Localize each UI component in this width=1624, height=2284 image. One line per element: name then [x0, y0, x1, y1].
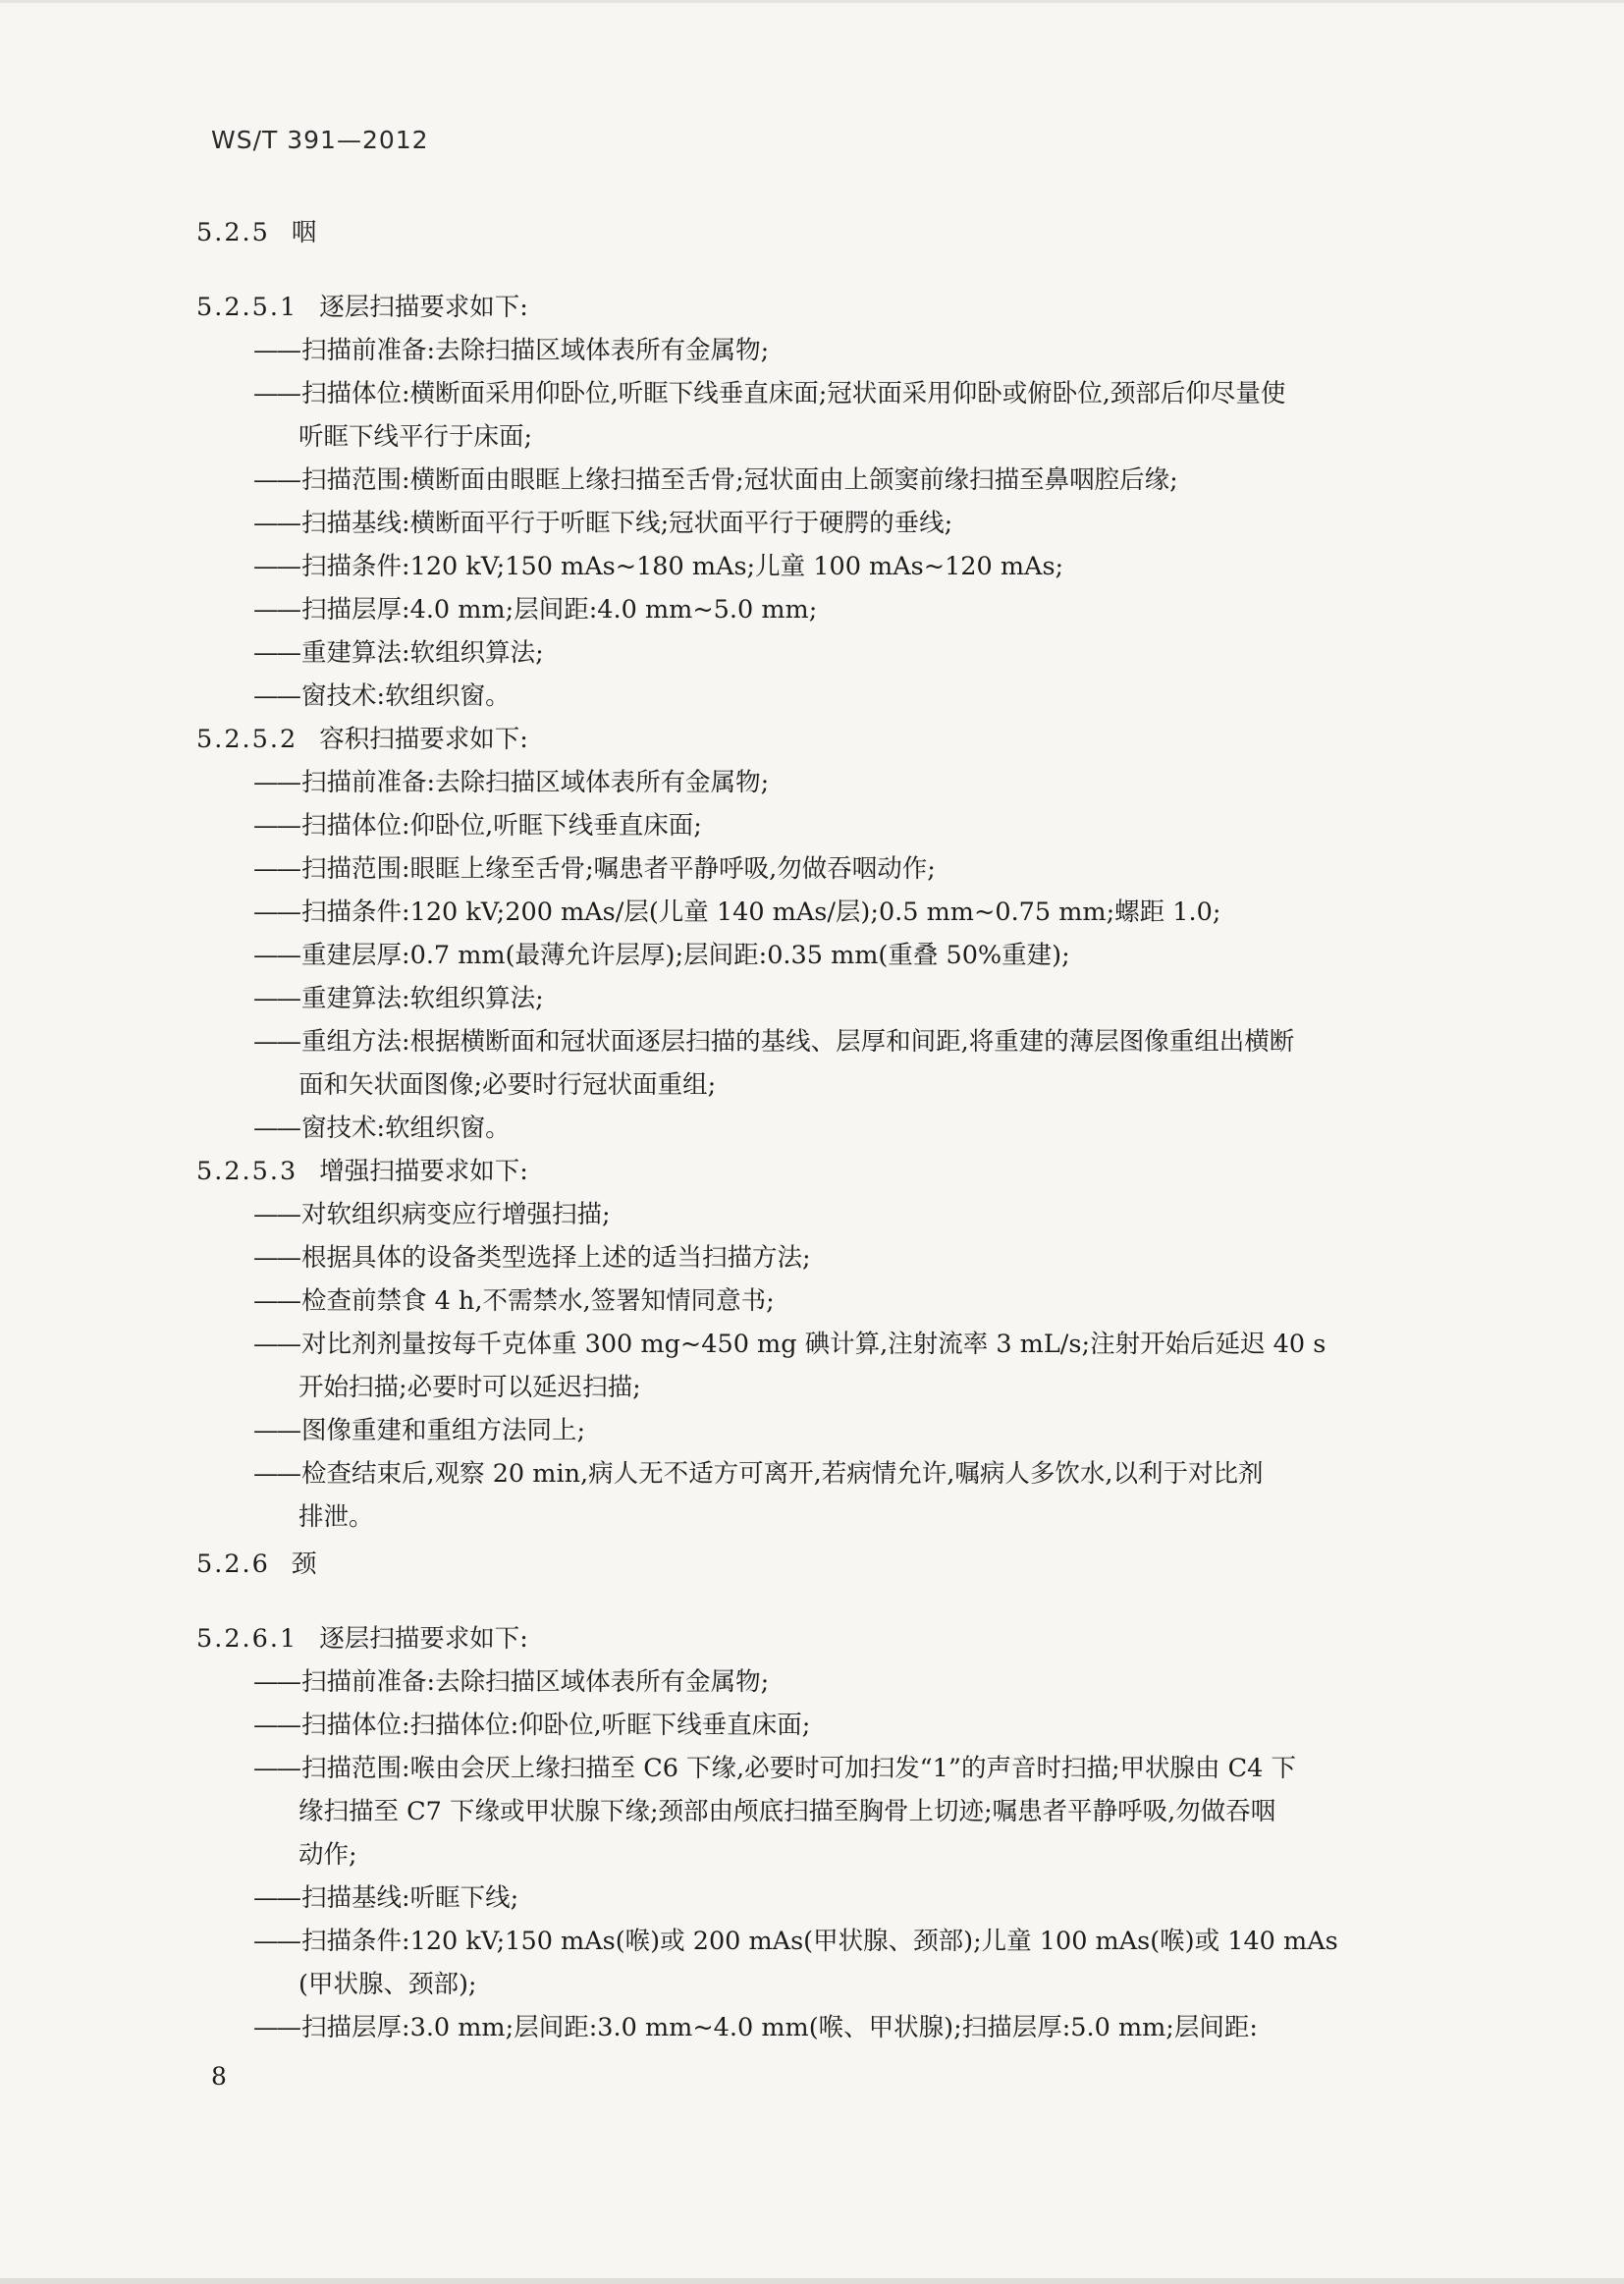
list-item	[253, 766, 769, 799]
list-item-text: 扫描范围:喉由会厌上缘扫描至 C6 下缘,必要时可加扫发“1”的声音时扫描;甲状腺由 C4 下	[301, 1754, 1296, 1783]
section-number: 5.2.5.3	[196, 1157, 298, 1186]
dash-bullet: ——	[253, 1243, 299, 1273]
dash-bullet: ——	[253, 336, 299, 365]
list-item-continuation: 面和矢状面图像;必要时行冠状面重组;	[298, 1070, 717, 1100]
section-title: 逐层扫描要求如下:	[319, 1624, 528, 1654]
list-item-text: 扫描层厚:4.0 mm;层间距:4.0 mm~5.0 mm;	[301, 595, 818, 625]
dash-bullet: ——	[253, 1286, 299, 1316]
dash-bullet: ——	[253, 1667, 299, 1697]
section-heading	[196, 216, 316, 249]
section-heading	[196, 1548, 316, 1581]
list-item-text: 扫描范围:眼眶上缘至舌骨;嘱患者平静呼吸,勿做吞咽动作;	[301, 854, 936, 884]
subsection-heading	[196, 1622, 528, 1656]
list-item	[253, 1881, 518, 1915]
list-item-text: 窗技术:软组织窗。	[301, 681, 511, 711]
list-item	[253, 334, 769, 367]
scan-edge-top	[0, 0, 1624, 3]
dash-bullet: ——	[253, 1200, 299, 1229]
list-item-continuation: 开始扫描;必要时可以延迟扫描;	[298, 1373, 641, 1402]
list-item	[253, 550, 1063, 583]
dash-bullet: ——	[253, 379, 299, 408]
dash-bullet: ——	[253, 1114, 299, 1143]
dash-bullet: ——	[253, 509, 299, 538]
list-item	[253, 463, 1178, 497]
list-item	[253, 1198, 611, 1231]
list-item	[253, 680, 511, 713]
list-item	[253, 1925, 1338, 1958]
section-title: 逐层扫描要求如下:	[319, 293, 528, 322]
dash-bullet: ——	[253, 1330, 299, 1359]
dash-bullet: ——	[253, 984, 299, 1013]
list-item-continuation: 排泄。	[298, 1502, 374, 1532]
list-item-text: 窗技术:软组织窗。	[301, 1114, 511, 1143]
list-item	[253, 377, 1285, 410]
subsection-heading	[196, 1155, 528, 1188]
dash-bullet: ——	[253, 1927, 299, 1956]
list-item	[253, 809, 702, 843]
section-title: 容积扫描要求如下:	[319, 725, 528, 754]
list-item	[253, 852, 936, 886]
list-item	[253, 1025, 1294, 1059]
list-item-text: 重建算法:软组织算法;	[301, 984, 544, 1013]
dash-bullet: ——	[253, 897, 299, 927]
list-item-text: 扫描条件:120 kV;150 mAs~180 mAs;儿童 100 mAs~120 mAs;	[301, 552, 1064, 581]
list-item-text: 重建算法:软组织算法;	[301, 638, 544, 668]
section-number: 5.2.5.1	[196, 293, 298, 322]
subsection-heading	[196, 723, 528, 756]
dash-bullet: ——	[253, 1027, 299, 1057]
list-item	[253, 507, 952, 540]
list-item-text: 检查前禁食 4 h,不需禁水,签署知情同意书;	[301, 1286, 775, 1316]
list-item	[253, 939, 1070, 972]
list-item	[253, 896, 1220, 929]
list-item-text: 扫描前准备:去除扫描区域体表所有金属物;	[301, 1667, 770, 1697]
list-item-text: 扫描基线:横断面平行于听眶下线;冠状面平行于硬腭的垂线;	[301, 509, 953, 538]
dash-bullet: ——	[253, 552, 299, 581]
dash-bullet: ——	[253, 465, 299, 495]
list-item	[253, 982, 544, 1015]
dash-bullet: ——	[253, 1883, 299, 1913]
list-item-text: 扫描前准备:去除扫描区域体表所有金属物;	[301, 336, 770, 365]
list-item-text: 对软组织病变应行增强扫描;	[301, 1200, 611, 1229]
list-item-text: 图像重建和重组方法同上;	[301, 1416, 586, 1445]
list-item	[253, 1709, 810, 1742]
list-item	[253, 636, 544, 670]
dash-bullet: ——	[253, 768, 299, 797]
scan-edge-bottom	[0, 2278, 1624, 2284]
list-item	[253, 1284, 775, 1318]
section-number: 5.2.5.2	[196, 725, 298, 754]
section-number: 5.2.5	[196, 218, 270, 247]
list-item-text: 扫描基线:听眶下线;	[301, 1883, 519, 1913]
list-item	[253, 1241, 811, 1275]
list-item	[253, 1665, 769, 1699]
list-item	[253, 1457, 1263, 1491]
list-item	[253, 593, 817, 626]
list-item-text: 扫描体位:扫描体位:仰卧位,听眶下线垂直床面;	[301, 1711, 811, 1740]
list-item-text: 扫描体位:横断面采用仰卧位,听眶下线垂直床面;冠状面采用仰卧或俯卧位,颈部后仰尽量使	[301, 379, 1286, 408]
section-title: 咽	[291, 218, 317, 247]
list-item-text: 检查结束后,观察 20 min,病人无不适方可离开,若病情允许,嘱病人多饮水,以利于对比剂	[301, 1459, 1264, 1489]
subsection-heading	[196, 291, 528, 324]
list-item	[253, 1328, 1326, 1361]
list-item	[253, 1112, 511, 1145]
list-item-text: 扫描条件:120 kV;200 mAs/层(儿童 140 mAs/层);0.5 mm~0.75 mm;螺距 1.0;	[301, 897, 1221, 927]
list-item-text: 重建层厚:0.7 mm(最薄允许层厚);层间距:0.35 mm(重叠 50%重建);	[301, 941, 1070, 970]
list-item-text: 扫描条件:120 kV;150 mAs(喉)或 200 mAs(甲状腺、颈部);儿童 100 mAs(喉)或 140 mAs	[301, 1927, 1338, 1956]
list-item-text: 扫描层厚:3.0 mm;层间距:3.0 mm~4.0 mm(喉、甲状腺);扫描层厚:5.0 mm;层间距:	[301, 2013, 1258, 2042]
section-title: 颈	[291, 1550, 317, 1579]
dash-bullet: ——	[253, 681, 299, 711]
dash-bullet: ——	[253, 2013, 299, 2042]
dash-bullet: ——	[253, 1754, 299, 1783]
page-number: 8	[211, 2062, 227, 2091]
list-item-text: 根据具体的设备类型选择上述的适当扫描方法;	[301, 1243, 811, 1273]
list-item-text: 扫描范围:横断面由眼眶上缘扫描至舌骨;冠状面由上颌窦前缘扫描至鼻咽腔后缘;	[301, 465, 1178, 495]
dash-bullet: ——	[253, 941, 299, 970]
list-item-continuation: 动作;	[298, 1840, 357, 1870]
list-item-text: 重组方法:根据横断面和冠状面逐层扫描的基线、层厚和间距,将重建的薄层图像重组出横断	[301, 1027, 1295, 1057]
section-title: 增强扫描要求如下:	[319, 1157, 528, 1186]
dash-bullet: ——	[253, 1459, 299, 1489]
section-number: 5.2.6.1	[196, 1624, 298, 1654]
list-item-text: 扫描体位:仰卧位,听眶下线垂直床面;	[301, 811, 702, 841]
list-item	[253, 1414, 585, 1447]
dash-bullet: ——	[253, 1416, 299, 1445]
dash-bullet: ——	[253, 1711, 299, 1740]
list-item-continuation: (甲状腺、颈部);	[298, 1970, 477, 1999]
list-item-continuation: 缘扫描至 C7 下缘或甲状腺下缘;颈部由颅底扫描至胸骨上切迹;嘱患者平静呼吸,勿做吞咽	[298, 1797, 1276, 1826]
list-item-continuation: 听眶下线平行于床面;	[298, 422, 533, 452]
list-item	[253, 1752, 1296, 1785]
dash-bullet: ——	[253, 854, 299, 884]
standard-code-header: WS/T 391—2012	[211, 126, 429, 154]
list-item-text: 扫描前准备:去除扫描区域体表所有金属物;	[301, 768, 770, 797]
dash-bullet: ——	[253, 811, 299, 841]
section-number: 5.2.6	[196, 1550, 270, 1579]
dash-bullet: ——	[253, 595, 299, 625]
list-item-text: 对比剂剂量按每千克体重 300 mg~450 mg 碘计算,注射流率 3 mL/s;注射开始后延迟 40 s	[301, 1330, 1326, 1359]
list-item	[253, 2011, 1258, 2044]
dash-bullet: ——	[253, 638, 299, 668]
